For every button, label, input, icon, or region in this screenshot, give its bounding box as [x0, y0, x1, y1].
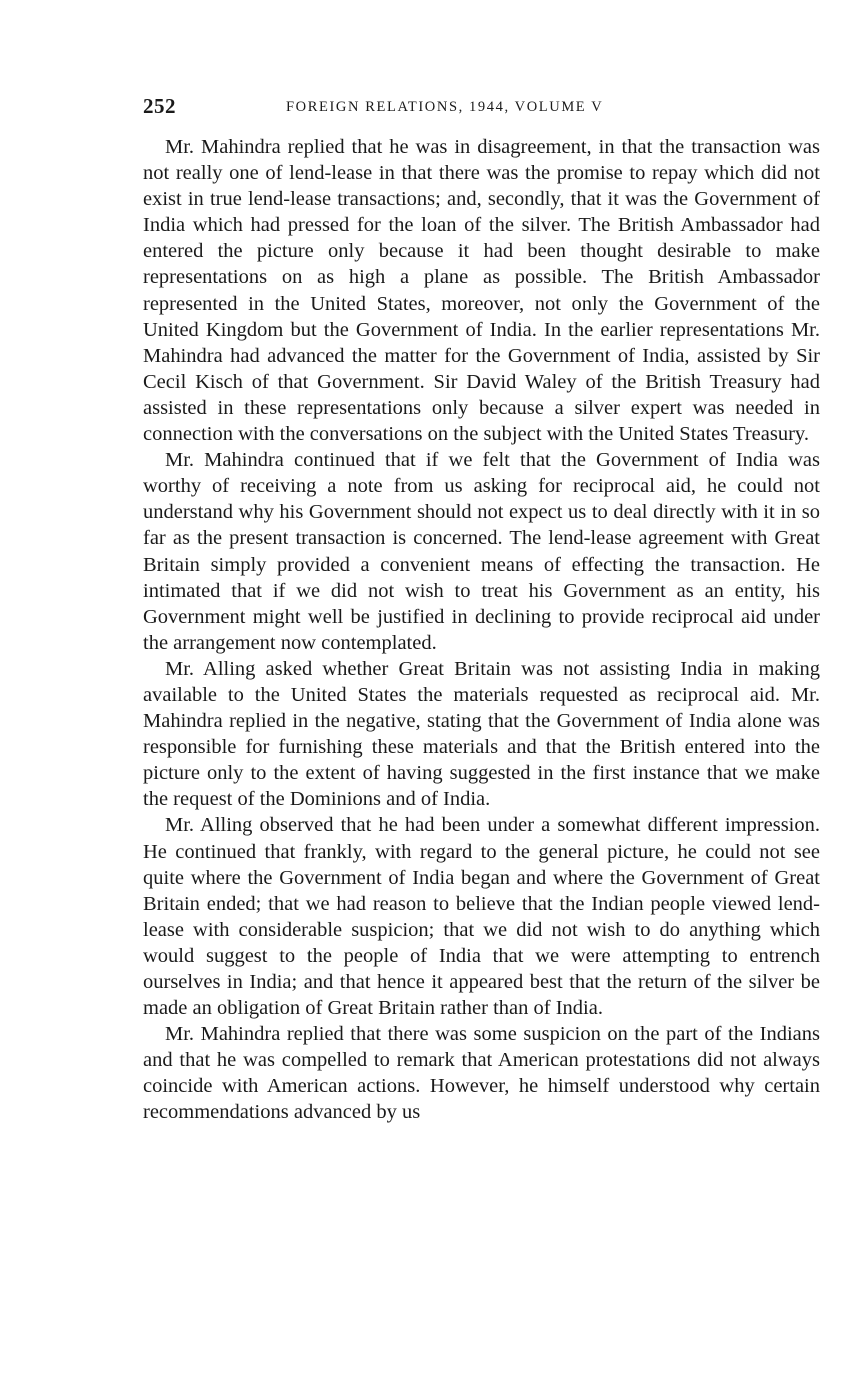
body-text — [143, 134, 820, 1126]
running-head — [143, 94, 820, 122]
paragraph: Mr. Alling asked whether Great Britain was not assisting India in making available to the United States the materials requested as reciprocal aid. Mr. Mahindra replied in the negative, stating that the Government of India alone was responsible for furnishing these materials and that the British entered into the picture only to the extent of having suggested in the first instance that we make the request of the Dominions and of India. — [143, 657, 820, 811]
paragraph: Mr. Mahindra continued that if we felt that the Government of India was worthy of receiving a note from us asking for reciprocal aid, he could not understand why his Government should not expect us to deal directly with it in so far as the present transaction is concerned. The lend-lease agreement with Great Britain simply provided a convenient means of effecting the transaction. He intimated that if we did not wish to treat his Government as an entity, his Government might well be justified in declining to provide reciprocal aid under the arrangement now contemplated. — [143, 449, 820, 654]
document-page — [143, 94, 820, 1126]
paragraph: Mr. Mahindra replied that there was some suspicion on the part of the Indians and that he was compelled to remark that American protestations did not always coincide with American actions. However, he himself understood why certain recommendations advanced by us — [143, 1023, 820, 1124]
running-title: FOREIGN RELATIONS, 1944, VOLUME V — [286, 99, 604, 115]
paragraph: Mr. Alling observed that he had been under a somewhat different impression. He continued that frankly, with regard to the general picture, he could not see quite where the Government of India began and where the Government of Great Britain ended; that we had reason to believe that the Indian people viewed lend-lease with considerable suspicion; that we did not wish to do anything which would suggest to the people of India that we were attempting to entrench ourselves in India; and that hence it appeared best that the return of the silver be made an obligation of Great Britain rather than of India. — [143, 814, 820, 1020]
page-number: 252 — [143, 94, 176, 118]
paragraph: Mr. Mahindra replied that he was in disagreement, in that the transaction was not really one of lend-lease in that there was the promise to repay which did not exist in true lend-lease transactions; and, secondly, that it was the Government of India which had pressed for the loan of the silver. The British Ambassador had entered the picture only because it had been thought desirable to make representations on as high a plane as possible. The British Ambassador represented in the United States, moreover, not only the Government of the United Kingdom but the Government of India. In the earlier representations Mr. Mahindra had advanced the matter for the Government of India, assisted by Sir Cecil Kisch of that Government. Sir David Waley of the British Treasury had assisted in these representations only because a silver expert was needed in connection with the conversations on the subject with the United States Treasury. — [143, 136, 820, 446]
